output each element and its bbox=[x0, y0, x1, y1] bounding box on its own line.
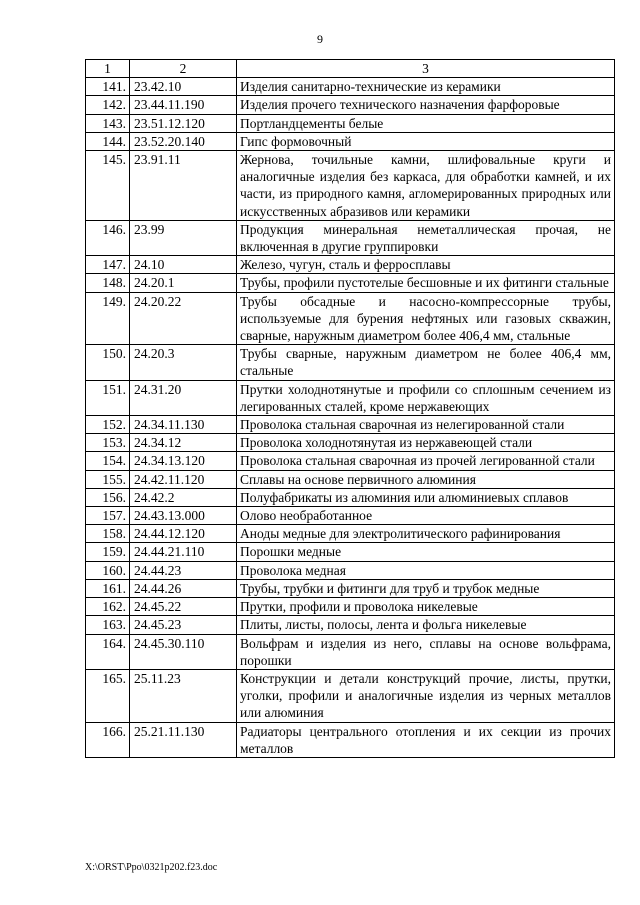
row-number: 148. bbox=[86, 274, 130, 292]
row-number: 158. bbox=[86, 525, 130, 543]
product-description: Сплавы на основе первичного алюминия bbox=[237, 470, 615, 488]
row-number: 146. bbox=[86, 220, 130, 255]
product-code: 24.31.20 bbox=[130, 380, 237, 415]
product-description: Прутки холоднотянутые и профили со сплошным сечением из легированных сталей, кроме нержавеющих bbox=[237, 380, 615, 415]
row-number: 145. bbox=[86, 151, 130, 221]
product-code: 24.45.23 bbox=[130, 616, 237, 634]
product-description: Порошки медные bbox=[237, 543, 615, 561]
product-code: 23.52.20.140 bbox=[130, 132, 237, 150]
product-code: 23.99 bbox=[130, 220, 237, 255]
table-row bbox=[86, 292, 615, 345]
product-description: Железо, чугун, сталь и ферросплавы bbox=[237, 256, 615, 274]
row-number: 156. bbox=[86, 488, 130, 506]
product-code: 24.44.23 bbox=[130, 561, 237, 579]
table-row bbox=[86, 416, 615, 434]
product-description: Вольфрам и изделия из него, сплавы на основе вольфрама, порошки bbox=[237, 634, 615, 669]
product-code: 24.20.3 bbox=[130, 345, 237, 380]
table-row bbox=[86, 470, 615, 488]
row-number: 159. bbox=[86, 543, 130, 561]
product-description: Продукция минеральная неметаллическая прочая, не включенная в другие группировки bbox=[237, 220, 615, 255]
product-code: 24.44.26 bbox=[130, 579, 237, 597]
product-code: 23.42.10 bbox=[130, 78, 237, 96]
product-description: Плиты, листы, полосы, лента и фольга никелевые bbox=[237, 616, 615, 634]
products-table bbox=[85, 59, 615, 758]
table-row bbox=[86, 452, 615, 470]
table-row bbox=[86, 525, 615, 543]
product-description: Трубы, профили пустотелые бесшовные и их фитинги стальные bbox=[237, 274, 615, 292]
product-description: Проволока стальная сварочная из прочей легированной стали bbox=[237, 452, 615, 470]
product-description: Трубы сварные, наружным диаметром не более 406,4 мм, стальные bbox=[237, 345, 615, 380]
row-number: 155. bbox=[86, 470, 130, 488]
product-description: Трубы, трубки и фитинги для труб и трубок медные bbox=[237, 579, 615, 597]
row-number: 160. bbox=[86, 561, 130, 579]
product-description: Олово необработанное bbox=[237, 507, 615, 525]
product-description: Проволока медная bbox=[237, 561, 615, 579]
row-number: 149. bbox=[86, 292, 130, 345]
table-row bbox=[86, 616, 615, 634]
product-description: Аноды медные для электролитического рафинирования bbox=[237, 525, 615, 543]
product-description: Проволока холоднотянутая из нержавеющей стали bbox=[237, 434, 615, 452]
table-row bbox=[86, 434, 615, 452]
product-description: Изделия санитарно-технические из керамики bbox=[237, 78, 615, 96]
product-description: Портландцементы белые bbox=[237, 114, 615, 132]
header-col-1: 1 bbox=[86, 60, 130, 78]
product-description: Трубы обсадные и насосно-компрессорные трубы, используемые для бурения нефтяных или газовых скважин, сварные, наружным диаметром более 406,4 мм, стальные bbox=[237, 292, 615, 345]
table-row bbox=[86, 669, 615, 722]
product-code: 24.42.11.120 bbox=[130, 470, 237, 488]
row-number: 151. bbox=[86, 380, 130, 415]
table-row bbox=[86, 151, 615, 221]
product-description: Радиаторы центрального отопления и их секции из прочих металлов bbox=[237, 722, 615, 757]
product-code: 24.45.30.110 bbox=[130, 634, 237, 669]
row-number: 141. bbox=[86, 78, 130, 96]
footer-file-path: X:\ORST\Ppo\0321p202.f23.doc bbox=[85, 862, 218, 873]
table-row bbox=[86, 634, 615, 669]
row-number: 153. bbox=[86, 434, 130, 452]
table-row bbox=[86, 274, 615, 292]
product-description: Изделия прочего технического назначения фарфоровые bbox=[237, 96, 615, 114]
row-number: 154. bbox=[86, 452, 130, 470]
product-description: Гипс формовочный bbox=[237, 132, 615, 150]
product-code: 23.91.11 bbox=[130, 151, 237, 221]
row-number: 164. bbox=[86, 634, 130, 669]
product-code: 24.43.13.000 bbox=[130, 507, 237, 525]
table-row bbox=[86, 579, 615, 597]
row-number: 150. bbox=[86, 345, 130, 380]
table-row bbox=[86, 507, 615, 525]
product-description: Конструкции и детали конструкций прочие, листы, прутки, уголки, профили и аналогичные изделия из черных металлов или алюминия bbox=[237, 669, 615, 722]
table-row bbox=[86, 220, 615, 255]
row-number: 152. bbox=[86, 416, 130, 434]
table-row bbox=[86, 96, 615, 114]
product-code: 23.44.11.190 bbox=[130, 96, 237, 114]
row-number: 147. bbox=[86, 256, 130, 274]
table-row bbox=[86, 598, 615, 616]
table-row bbox=[86, 722, 615, 757]
product-code: 24.34.11.130 bbox=[130, 416, 237, 434]
product-code: 24.34.12 bbox=[130, 434, 237, 452]
product-description: Полуфабрикаты из алюминия или алюминиевых сплавов bbox=[237, 488, 615, 506]
product-code: 24.20.1 bbox=[130, 274, 237, 292]
product-code: 24.44.21.110 bbox=[130, 543, 237, 561]
row-number: 157. bbox=[86, 507, 130, 525]
product-code: 24.20.22 bbox=[130, 292, 237, 345]
product-code: 24.44.12.120 bbox=[130, 525, 237, 543]
table-row bbox=[86, 380, 615, 415]
row-number: 143. bbox=[86, 114, 130, 132]
table-row bbox=[86, 256, 615, 274]
header-col-3: 3 bbox=[237, 60, 615, 78]
table-row bbox=[86, 132, 615, 150]
row-number: 166. bbox=[86, 722, 130, 757]
product-code: 24.34.13.120 bbox=[130, 452, 237, 470]
row-number: 144. bbox=[86, 132, 130, 150]
product-description: Проволока стальная сварочная из нелегированной стали bbox=[237, 416, 615, 434]
table-header-row bbox=[86, 60, 615, 78]
product-description: Жернова, точильные камни, шлифовальные круги и аналогичные изделия без каркаса, для обработки камней, и их части, из природного камня, агломерированных природных или искусственных абразивов или керамики bbox=[237, 151, 615, 221]
product-code: 24.10 bbox=[130, 256, 237, 274]
row-number: 161. bbox=[86, 579, 130, 597]
table-row bbox=[86, 543, 615, 561]
table-row bbox=[86, 345, 615, 380]
table-row bbox=[86, 78, 615, 96]
page-number: 9 bbox=[317, 32, 323, 46]
row-number: 165. bbox=[86, 669, 130, 722]
table-row bbox=[86, 488, 615, 506]
table-row bbox=[86, 114, 615, 132]
product-code: 25.11.23 bbox=[130, 669, 237, 722]
row-number: 142. bbox=[86, 96, 130, 114]
product-description: Прутки, профили и проволока никелевые bbox=[237, 598, 615, 616]
header-col-2: 2 bbox=[130, 60, 237, 78]
table-row bbox=[86, 561, 615, 579]
row-number: 162. bbox=[86, 598, 130, 616]
product-code: 24.42.2 bbox=[130, 488, 237, 506]
product-code: 24.45.22 bbox=[130, 598, 237, 616]
product-code: 25.21.11.130 bbox=[130, 722, 237, 757]
product-code: 23.51.12.120 bbox=[130, 114, 237, 132]
row-number: 163. bbox=[86, 616, 130, 634]
